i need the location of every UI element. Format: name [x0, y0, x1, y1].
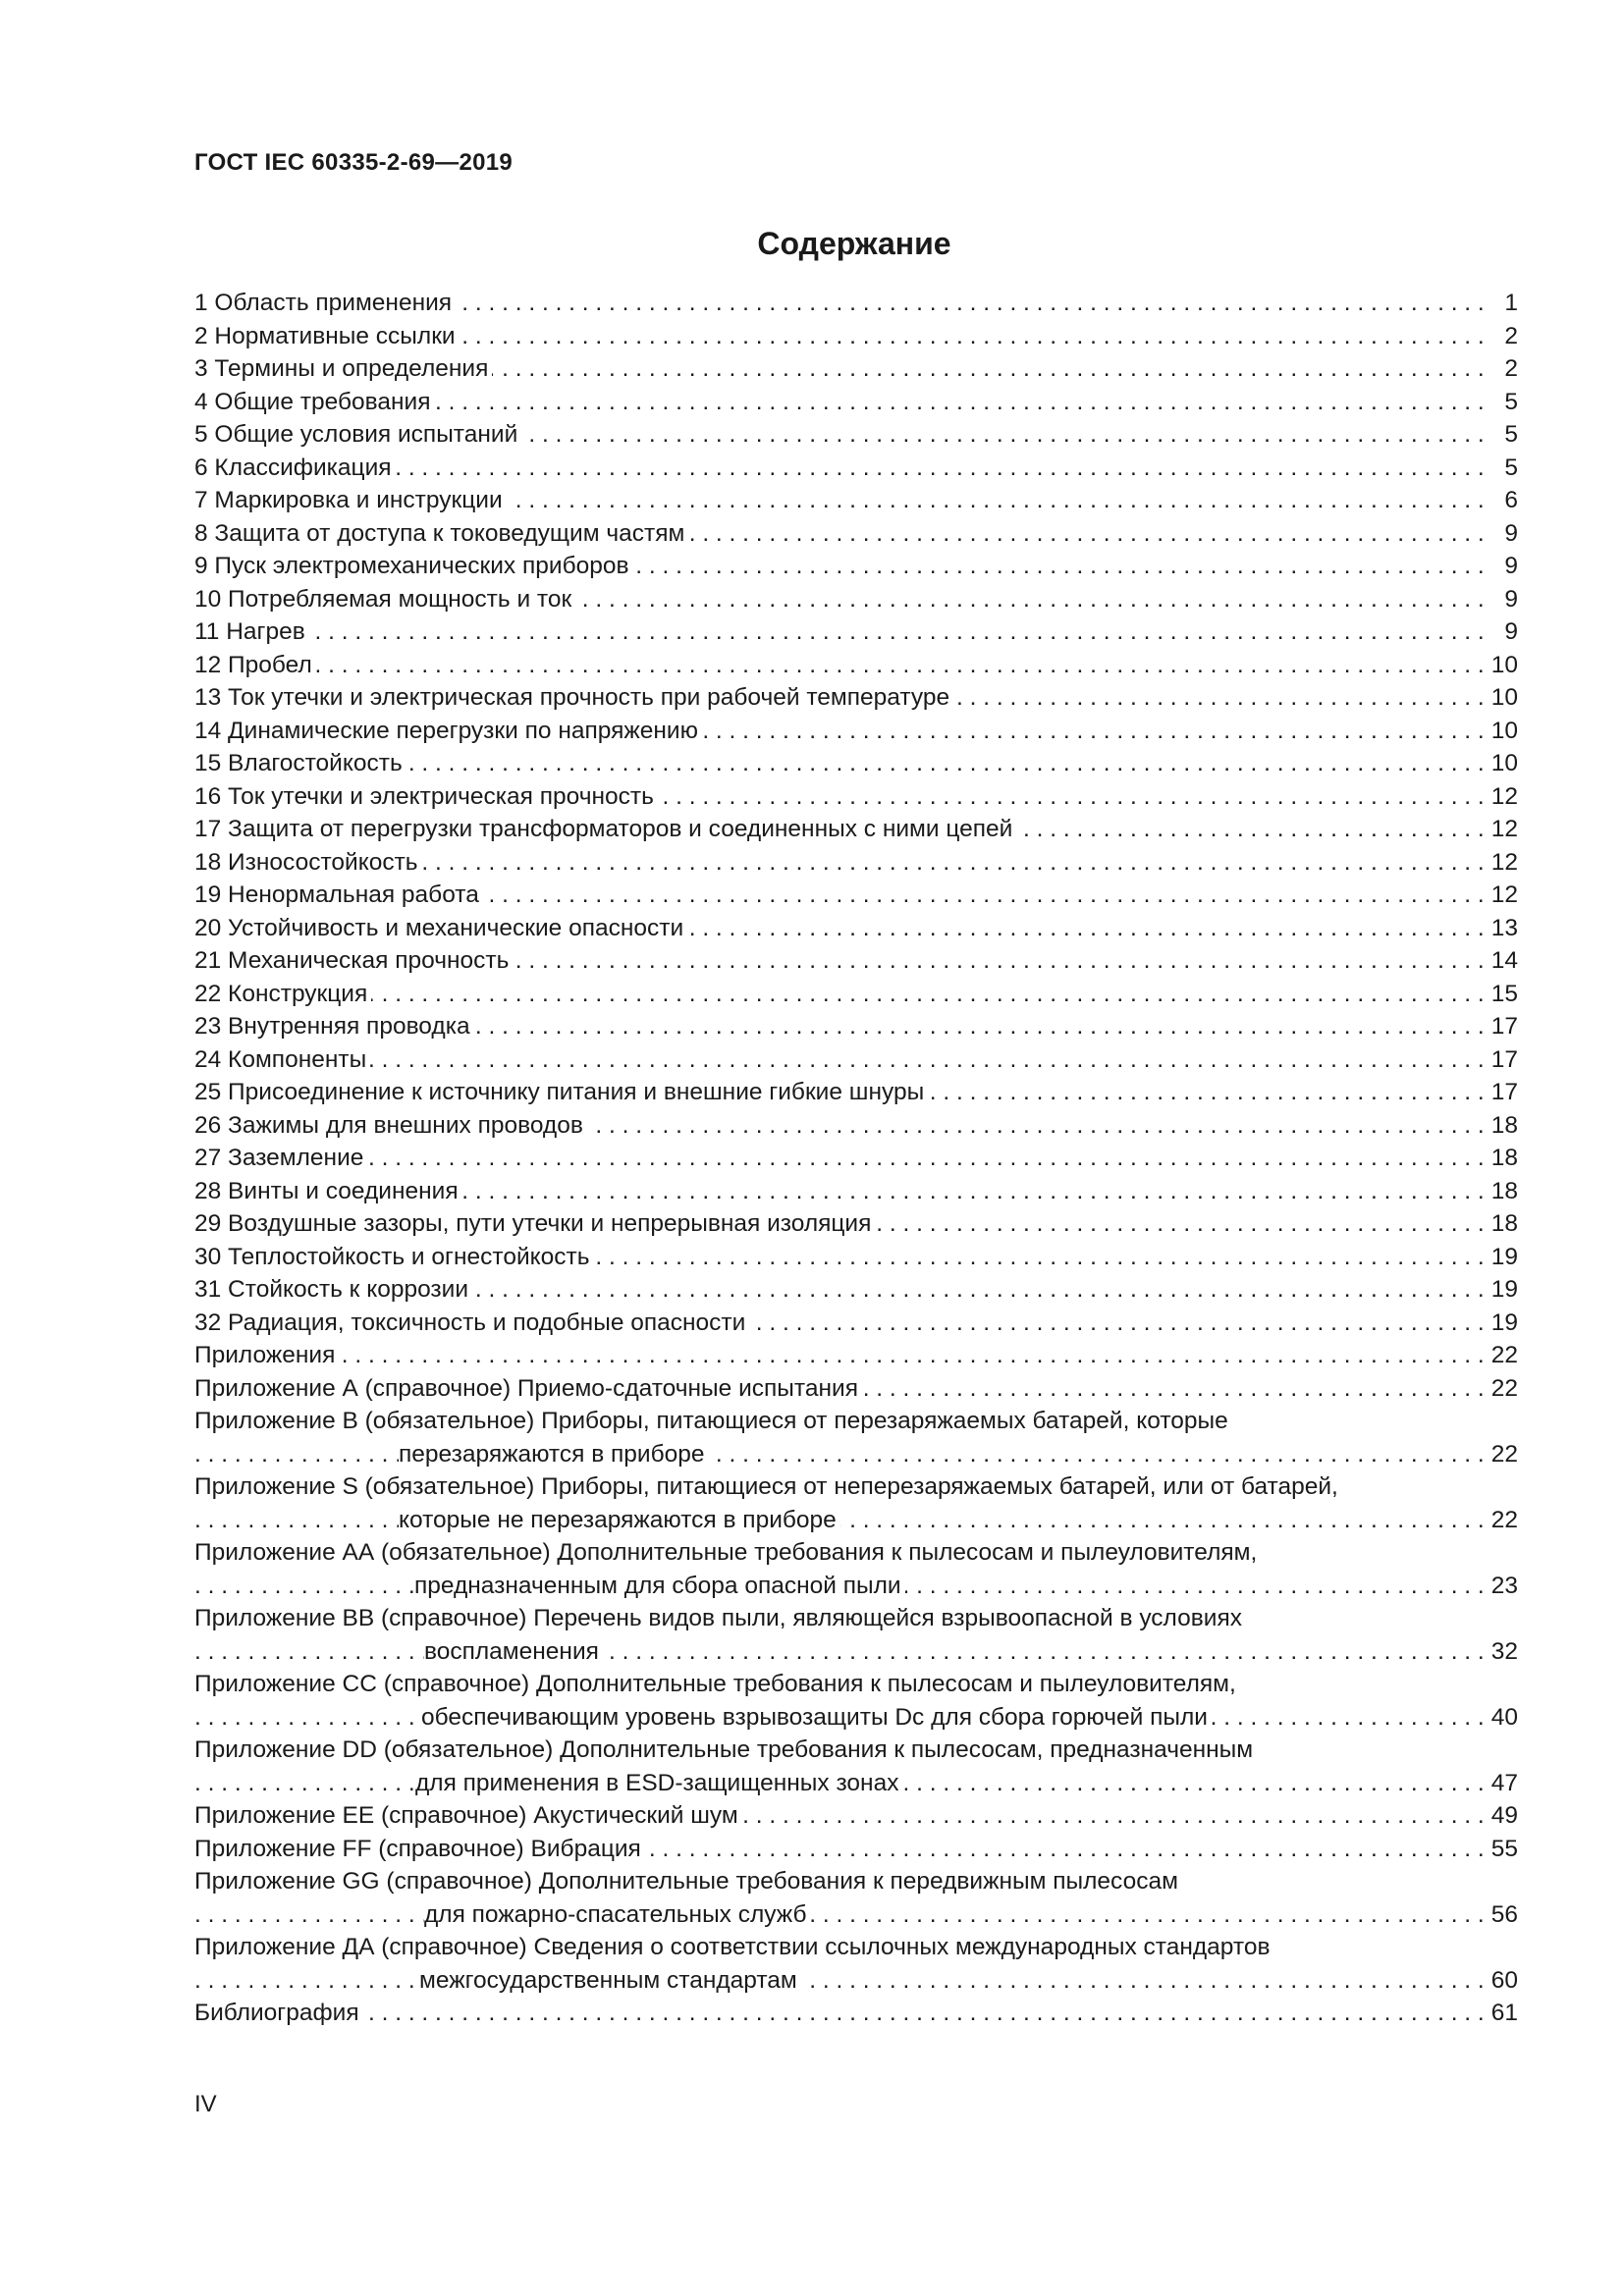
toc-entry-title-continued: перезаряжаются в приборе — [399, 1438, 709, 1471]
toc-entry-page: 5 — [1502, 452, 1518, 485]
toc-entry-title: 12 Пробел — [194, 649, 316, 682]
toc-entry-title-continued: обеспечивающим уровень взрывозащиты Dc для сбора горючей пыли — [421, 1701, 1212, 1735]
toc-entry-title: 25 Присоединение к источнику питания и внешние гибкие шнуры — [194, 1076, 928, 1109]
leader-dots — [194, 1043, 1485, 1077]
toc-entry-page: 10 — [1489, 681, 1518, 715]
toc-entry[interactable] — [194, 813, 1518, 846]
leader-dots — [194, 978, 1485, 1011]
toc-entry[interactable] — [194, 944, 1518, 978]
toc-entry[interactable] — [194, 879, 1518, 912]
toc-entry-title: 32 Радиация, токсичность и подобные опасности — [194, 1307, 749, 1340]
toc-entry-title-continued: для применения в ESD-защищенных зонах — [415, 1767, 902, 1800]
toc-entry[interactable] — [194, 1207, 1518, 1241]
toc-entry-title: 15 Влагостойкость — [194, 747, 406, 780]
toc-entry-title: Приложение ДА (справочное) Сведения о соответствии ссылочных международных стандартов — [194, 1931, 1273, 1964]
toc-entry[interactable] — [194, 747, 1518, 780]
toc-entry-page: 10 — [1489, 715, 1518, 748]
toc-entry[interactable] — [194, 715, 1518, 748]
toc-entry-title: Приложение СС (справочное) Дополнительные требования к пылесосам и пылеуловителям, — [194, 1668, 1240, 1701]
toc-entry-title: Приложение FF (справочное) Вибрация — [194, 1833, 645, 1866]
toc-entry[interactable] — [194, 1109, 1518, 1143]
toc-entry[interactable] — [194, 1307, 1518, 1340]
toc-entry[interactable] — [194, 517, 1518, 551]
toc-entry-page: 61 — [1489, 1997, 1518, 2030]
toc-entry-page: 2 — [1502, 320, 1518, 353]
toc-entry[interactable] — [194, 681, 1518, 715]
toc-entry[interactable] — [194, 1997, 1518, 2030]
toc-entry-page: 17 — [1489, 1076, 1518, 1109]
toc-entry-title: Приложение А (справочное) Приемо-сдаточные испытания — [194, 1372, 862, 1406]
toc-entry-title: Приложение S (обязательное) Приборы, питающиеся от неперезаряжаемых батарей, или от батарей, — [194, 1470, 1342, 1504]
toc-entry-title-continued: которые не перезаряжаются в приборе — [399, 1504, 840, 1537]
toc-entry-title: 26 Зажимы для внешних проводов — [194, 1109, 587, 1143]
toc-entry-page: 5 — [1502, 386, 1518, 419]
toc-entry-title: Приложение GG (справочное) Дополнительные требования к передвижным пылесосам — [194, 1865, 1182, 1898]
toc-entry-page: 14 — [1489, 944, 1518, 978]
toc-entry[interactable] — [194, 1570, 1518, 1603]
toc-entry[interactable] — [194, 1701, 1518, 1735]
toc-entry[interactable] — [194, 1504, 1518, 1537]
toc-entry-title: 30 Теплостойкость и огнестойкость — [194, 1241, 593, 1274]
leader-dots — [194, 1635, 1485, 1669]
toc-entry[interactable] — [194, 1799, 1518, 1833]
toc-entry-title: 16 Ток утечки и электрическая прочность — [194, 780, 658, 814]
toc-entry-title: 6 Классификация — [194, 452, 396, 485]
toc-entry[interactable] — [194, 418, 1518, 452]
toc-entry-title: 18 Износостойкость — [194, 846, 422, 880]
toc-entry-line1 — [194, 1405, 1518, 1438]
toc-entry-page: 12 — [1489, 879, 1518, 912]
toc-entry[interactable] — [194, 386, 1518, 419]
toc-entry-page: 18 — [1489, 1207, 1518, 1241]
toc-entry-title: 7 Маркировка и инструкции — [194, 484, 507, 517]
toc-entry-line1 — [194, 1470, 1518, 1504]
toc-entry[interactable] — [194, 1372, 1518, 1406]
toc-entry-page: 12 — [1489, 813, 1518, 846]
toc-entry-title: 28 Винты и соединения — [194, 1175, 462, 1208]
leader-dots — [194, 1898, 1485, 1932]
toc-entry-page: 19 — [1489, 1273, 1518, 1307]
leader-dots — [194, 1339, 1485, 1372]
toc-entry-page: 1 — [1502, 287, 1518, 320]
toc-entry-title: Библиография — [194, 1997, 363, 2030]
toc-entry[interactable] — [194, 1833, 1518, 1866]
toc-entry-title-continued: воспламенения — [424, 1635, 603, 1669]
toc-entry[interactable] — [194, 1175, 1518, 1208]
toc-entry-page: 18 — [1489, 1175, 1518, 1208]
toc-entry-page: 22 — [1489, 1372, 1518, 1406]
toc-entry[interactable] — [194, 912, 1518, 945]
toc-entry[interactable] — [194, 649, 1518, 682]
toc-entry-page: 18 — [1489, 1109, 1518, 1143]
toc-entry-page: 15 — [1489, 978, 1518, 1011]
toc-entry-page: 19 — [1489, 1241, 1518, 1274]
toc-entry[interactable] — [194, 583, 1518, 616]
toc-entry[interactable] — [194, 1142, 1518, 1175]
toc-entry-line1 — [194, 1536, 1518, 1570]
toc-entry-title: 24 Компоненты — [194, 1043, 370, 1077]
toc-entry-page: 22 — [1489, 1504, 1518, 1537]
toc-entry[interactable] — [194, 1438, 1518, 1471]
toc-entry-page: 13 — [1489, 912, 1518, 945]
toc-entry-page: 19 — [1489, 1307, 1518, 1340]
toc-entry-page: 18 — [1489, 1142, 1518, 1175]
toc-entry[interactable] — [194, 780, 1518, 814]
toc-entry[interactable] — [194, 452, 1518, 485]
leader-dots — [194, 1997, 1485, 2030]
toc-entry[interactable] — [194, 1043, 1518, 1077]
toc-entry-page: 12 — [1489, 846, 1518, 880]
toc-entry-page: 17 — [1489, 1043, 1518, 1077]
toc-entry-line1 — [194, 1865, 1518, 1898]
toc-entry-title: 14 Динамические перегрузки по напряжению — [194, 715, 702, 748]
toc-entry-line1 — [194, 1931, 1518, 1964]
toc-entry-title: 13 Ток утечки и электрическая прочность при рабочей температуре — [194, 681, 953, 715]
toc-entry-title-continued: межгосударственным стандартам — [419, 1964, 801, 1998]
toc-entry[interactable] — [194, 1273, 1518, 1307]
toc-entry-title: 19 Ненормальная работа — [194, 879, 483, 912]
toc-entry-title: 22 Конструкция — [194, 978, 371, 1011]
table-of-contents — [194, 287, 1518, 2030]
leader-dots — [194, 649, 1485, 682]
toc-entry-page: 22 — [1489, 1438, 1518, 1471]
toc-entry-title: 4 Общие требования — [194, 386, 435, 419]
leader-dots — [194, 1142, 1485, 1175]
toc-entry-title: 2 Нормативные ссылки — [194, 320, 460, 353]
toc-entry-page: 55 — [1489, 1833, 1518, 1866]
toc-entry-page: 9 — [1502, 583, 1518, 616]
toc-entry[interactable] — [194, 1964, 1518, 1998]
toc-entry-title: 29 Воздушные зазоры, пути утечки и непрерывная изоляция — [194, 1207, 875, 1241]
toc-entry-page: 17 — [1489, 1010, 1518, 1043]
toc-entry-page: 9 — [1502, 615, 1518, 649]
toc-entry[interactable] — [194, 484, 1518, 517]
toc-entry-page: 10 — [1489, 649, 1518, 682]
toc-entry[interactable] — [194, 846, 1518, 880]
toc-entry-title: Приложение ВВ (справочное) Перечень видов пыли, являющейся взрывоопасной в условиях — [194, 1602, 1246, 1635]
toc-entry[interactable] — [194, 1076, 1518, 1109]
toc-entry[interactable] — [194, 1898, 1518, 1932]
toc-entry[interactable] — [194, 1767, 1518, 1800]
leader-dots — [194, 1438, 1485, 1471]
toc-entry-title-continued: предназначенным для сбора опасной пыли — [414, 1570, 905, 1603]
toc-entry[interactable] — [194, 287, 1518, 320]
toc-entry-title-continued: для пожарно-спасательных служб — [424, 1898, 811, 1932]
toc-entry-line1 — [194, 1668, 1518, 1701]
toc-entry-title: 8 Защита от доступа к токоведущим частям — [194, 517, 688, 551]
toc-entry-page: 5 — [1502, 418, 1518, 452]
toc-entry-page: 9 — [1502, 517, 1518, 551]
toc-entry-title: Приложение В (обязательное) Приборы, питающиеся от перезаряжаемых батарей, которые — [194, 1405, 1232, 1438]
page-title: Содержание — [757, 226, 951, 261]
toc-entry[interactable] — [194, 550, 1518, 583]
toc-entry-page: 6 — [1502, 484, 1518, 517]
toc-entry-title: 5 Общие условия испытаний — [194, 418, 521, 452]
toc-entry-page: 10 — [1489, 747, 1518, 780]
toc-entry-page: 22 — [1489, 1339, 1518, 1372]
toc-entry-page: 23 — [1489, 1570, 1518, 1603]
toc-entry[interactable] — [194, 1339, 1518, 1372]
toc-entry-page: 40 — [1489, 1701, 1518, 1735]
toc-entry[interactable] — [194, 352, 1518, 386]
leader-dots — [194, 1964, 1485, 1998]
toc-entry-page: 47 — [1489, 1767, 1518, 1800]
toc-entry-title: Приложение DD (обязательное) Дополнительные требования к пылесосам, предназначенным — [194, 1734, 1257, 1767]
toc-entry-page: 12 — [1489, 780, 1518, 814]
toc-entry[interactable] — [194, 1241, 1518, 1274]
toc-entry[interactable] — [194, 1010, 1518, 1043]
toc-entry-title: 1 Область применения — [194, 287, 456, 320]
toc-entry-title: Приложение АА (обязательное) Дополнительные требования к пылесосам и пылеуловителям, — [194, 1536, 1261, 1570]
toc-entry-title: 3 Термины и определения — [194, 352, 492, 386]
toc-entry-title: 11 Нагрев — [194, 615, 309, 649]
toc-entry-title: 21 Механическая прочность — [194, 944, 513, 978]
toc-entry-page: 56 — [1489, 1898, 1518, 1932]
page-number: IV — [194, 2091, 217, 2117]
toc-entry-title: Приложение ЕЕ (справочное) Акустический шум — [194, 1799, 742, 1833]
toc-entry-line1 — [194, 1602, 1518, 1635]
toc-entry[interactable] — [194, 1635, 1518, 1669]
toc-entry-title: Приложения — [194, 1339, 339, 1372]
toc-entry[interactable] — [194, 320, 1518, 353]
toc-entry-title: 10 Потребляемая мощность и ток — [194, 583, 575, 616]
leader-dots — [194, 615, 1485, 649]
toc-entry[interactable] — [194, 615, 1518, 649]
toc-entry-page: 49 — [1489, 1799, 1518, 1833]
toc-entry-page: 2 — [1502, 352, 1518, 386]
toc-entry-page: 9 — [1502, 550, 1518, 583]
toc-entry-page: 32 — [1489, 1635, 1518, 1669]
toc-entry-title: 17 Защита от перегрузки трансформаторов и соединенных с ними цепей — [194, 813, 1016, 846]
toc-entry-page: 60 — [1489, 1964, 1518, 1998]
toc-entry-title: 9 Пуск электромеханических приборов — [194, 550, 633, 583]
toc-entry-title: 20 Устойчивость и механические опасности — [194, 912, 687, 945]
toc-entry[interactable] — [194, 978, 1518, 1011]
toc-entry-title: 31 Стойкость к коррозии — [194, 1273, 472, 1307]
toc-entry-line1 — [194, 1734, 1518, 1767]
toc-entry-title: 27 Заземление — [194, 1142, 367, 1175]
document-header: ГОСТ IEC 60335-2-69—2019 — [194, 149, 514, 176]
toc-entry-title: 23 Внутренняя проводка — [194, 1010, 474, 1043]
